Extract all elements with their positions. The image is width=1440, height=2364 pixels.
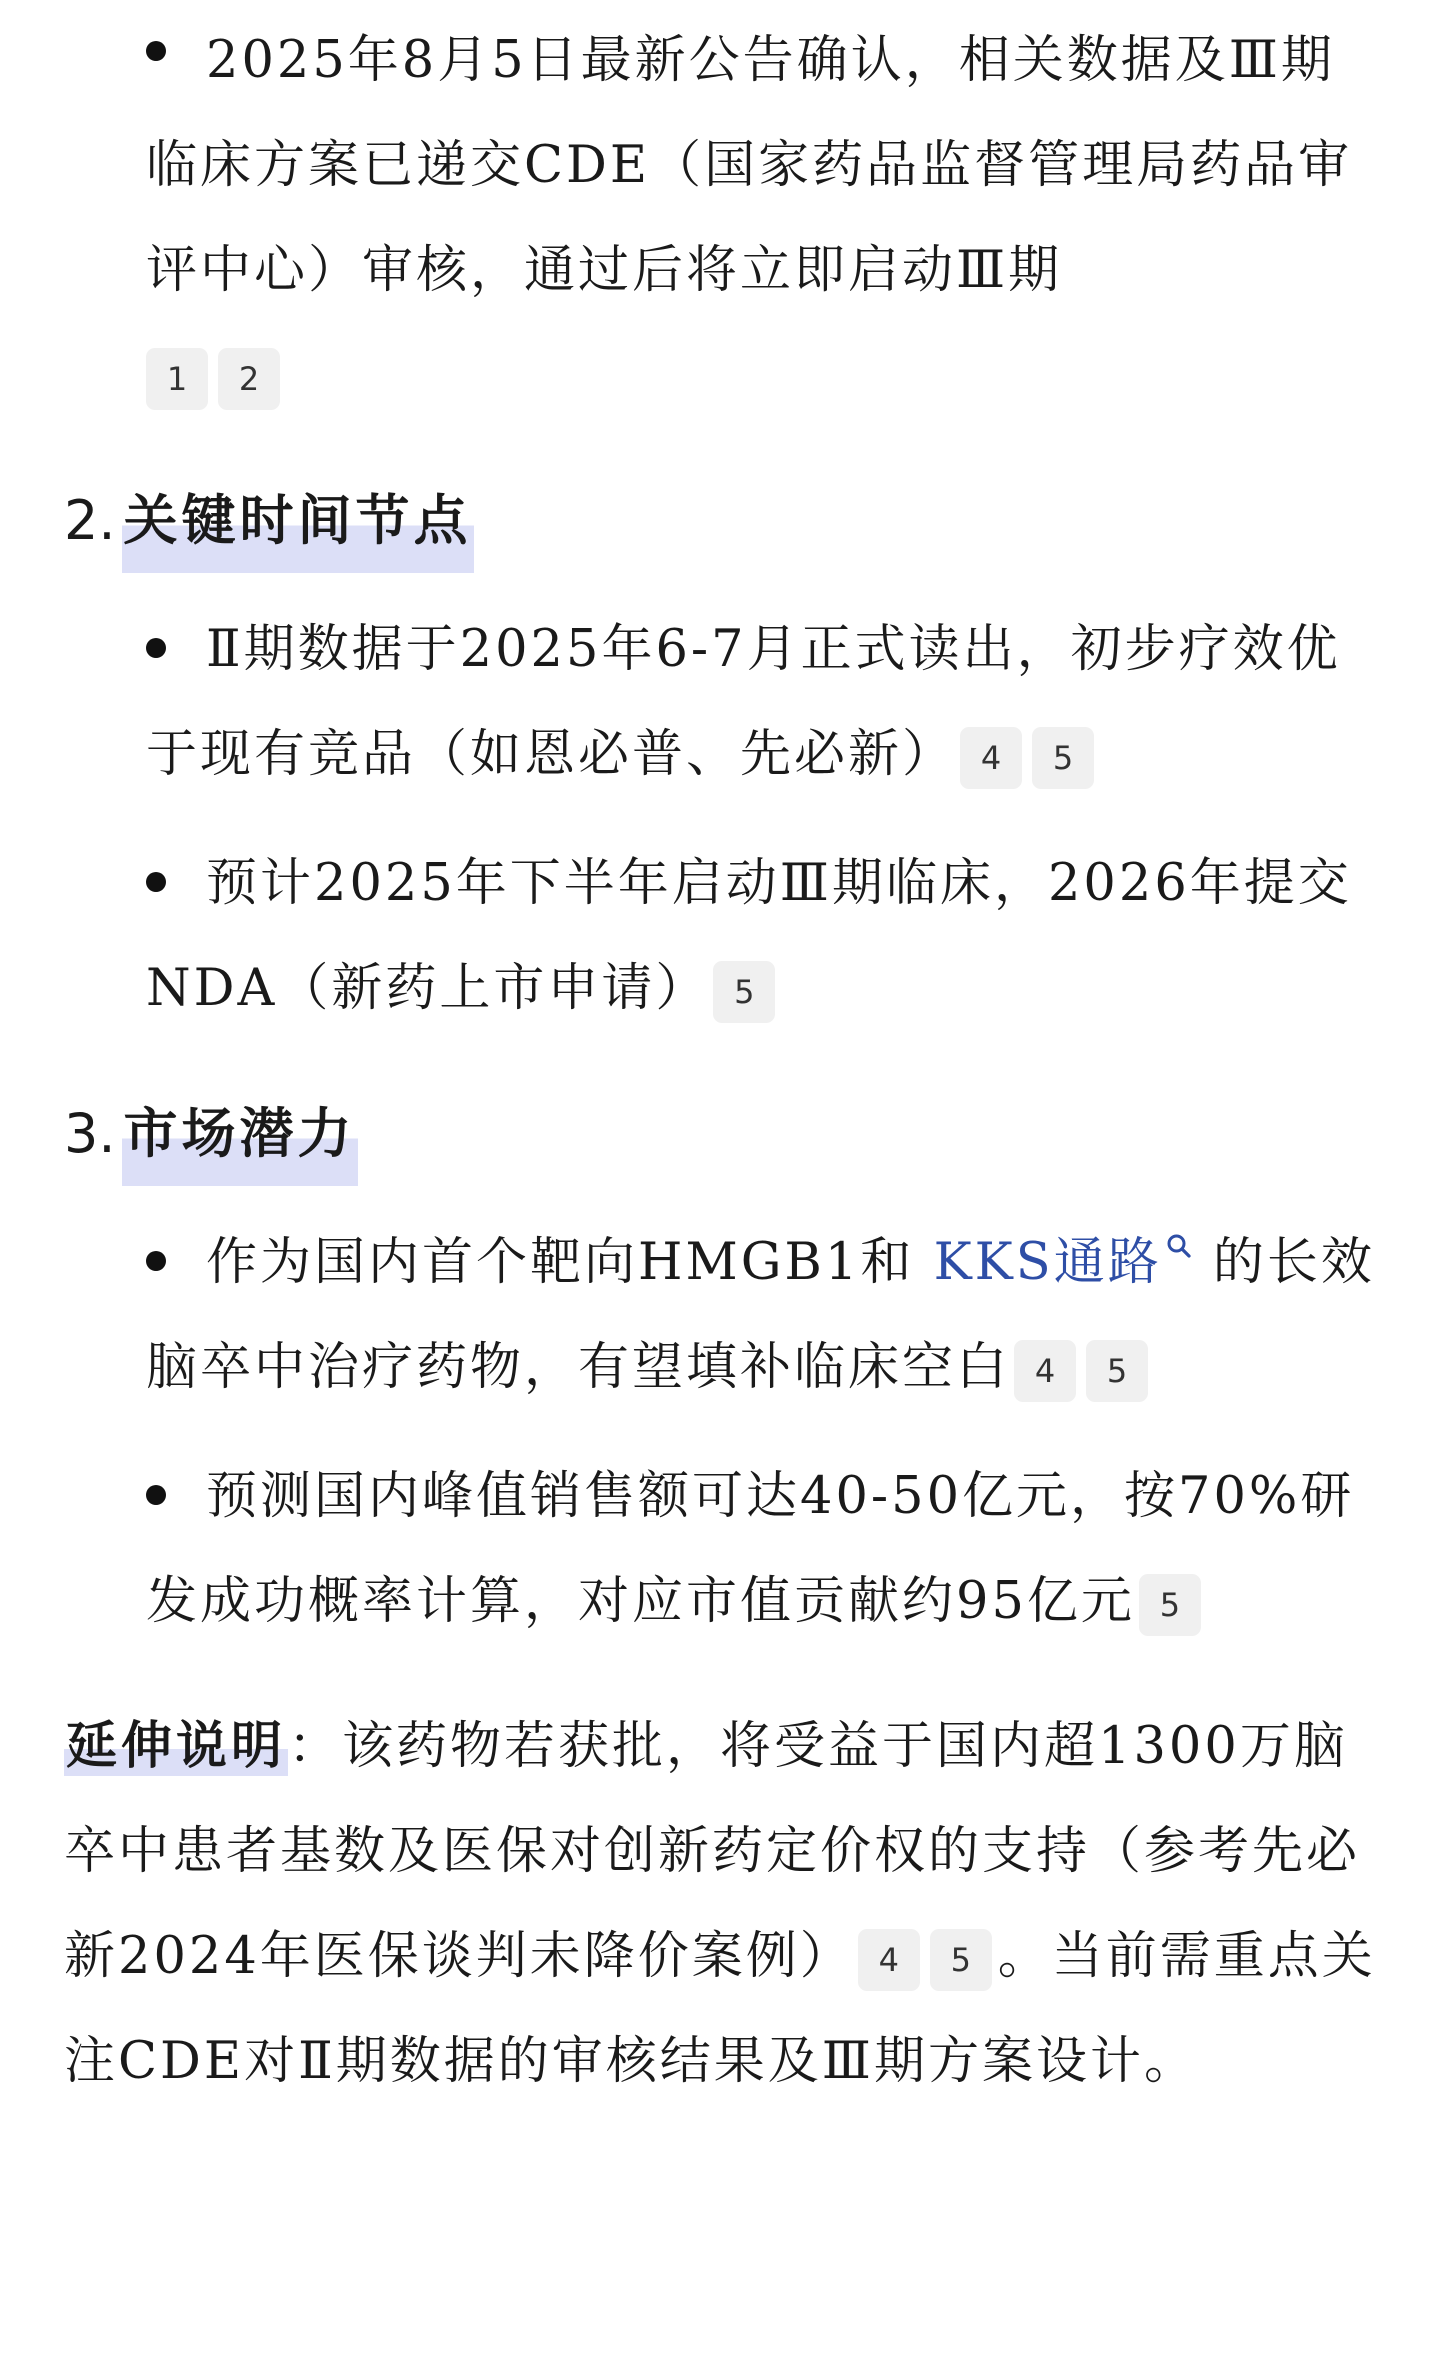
bullet-dot xyxy=(146,831,206,936)
citation-badge[interactable]: 5 xyxy=(713,961,775,1023)
extension-paragraph xyxy=(64,1694,1376,2114)
list-item-body xyxy=(146,1444,1376,1654)
bullet-dot xyxy=(146,1210,206,1315)
list-item xyxy=(64,1444,1376,1654)
citation-badge[interactable]: 4 xyxy=(1014,1340,1076,1402)
list-item-body xyxy=(146,831,1376,1041)
list-item-body xyxy=(146,8,1376,428)
citation-badge[interactable]: 4 xyxy=(960,727,1022,789)
list-item-text: 作为国内首个靶向HMGB1和 xyxy=(206,1233,934,1292)
list-item-body xyxy=(146,597,1376,807)
link-text[interactable]: KKS通路 xyxy=(933,1233,1162,1292)
list-item-text: 预计2025年下半年启动Ⅲ期临床，2026年提交NDA（新药上市申请） xyxy=(146,854,1352,1018)
list-item xyxy=(64,831,1376,1041)
list-item xyxy=(64,1210,1376,1420)
citation-badge[interactable]: 5 xyxy=(1086,1340,1148,1402)
section-title: 市场潜力 xyxy=(122,1081,358,1186)
citation-badge[interactable]: 5 xyxy=(1032,727,1094,789)
list-item-text: Ⅱ期数据于2025年6-7月正式读出，初步疗效优于现有竞品（如恩必普、先必新） xyxy=(146,620,1341,784)
citation-badge[interactable]: 5 xyxy=(1139,1574,1201,1636)
search-link-kks[interactable] xyxy=(934,1233,1194,1292)
citation-badge[interactable]: 2 xyxy=(218,348,280,410)
extension-text: 该药物若获批，将受益于国内超1300万脑卒中患者基数及医保对创新药定价权的支持（参考先必新2024年医保谈判未降价案例） xyxy=(64,1717,1361,1986)
search-icon[interactable] xyxy=(1164,1231,1194,1261)
bullet-dot xyxy=(146,597,206,702)
citation-badge[interactable]: 4 xyxy=(858,1929,920,1991)
section-title: 关键时间节点 xyxy=(122,468,474,573)
list-item xyxy=(64,0,1376,428)
section-number: 3. xyxy=(64,1102,116,1165)
bullet-dot xyxy=(146,0,206,105)
list-item-text: 预测国内峰值销售额可达40-50亿元，按70%研发成功概率计算，对应市值贡献约95亿元 xyxy=(146,1467,1355,1631)
bullet-dot xyxy=(146,1444,206,1549)
section-heading xyxy=(64,468,1376,573)
extension-label: 延伸说明 xyxy=(66,1716,287,1776)
list-item-text: 的长效脑卒中治疗药物，有望填补临床空白 xyxy=(146,1233,1375,1397)
list-item-body xyxy=(146,1210,1376,1420)
extension-colon: ： xyxy=(288,1717,343,1776)
citation-badge[interactable]: 1 xyxy=(146,348,208,410)
section-heading xyxy=(64,1081,1376,1186)
list-item xyxy=(64,597,1376,807)
section-number: 2. xyxy=(64,489,116,552)
extension-text-2: 。当前需重点关注CDE对Ⅱ期数据的审核结果及Ⅲ期方案设计。 xyxy=(64,1927,1376,2091)
list-item-text: 2025年8月5日最新公告确认，相关数据及Ⅲ期临床方案已递交CDE（国家药品监督管理局药品审评中心）审核，通过后将立即启动Ⅲ期 xyxy=(146,31,1353,300)
citation-badge[interactable]: 5 xyxy=(930,1929,992,1991)
